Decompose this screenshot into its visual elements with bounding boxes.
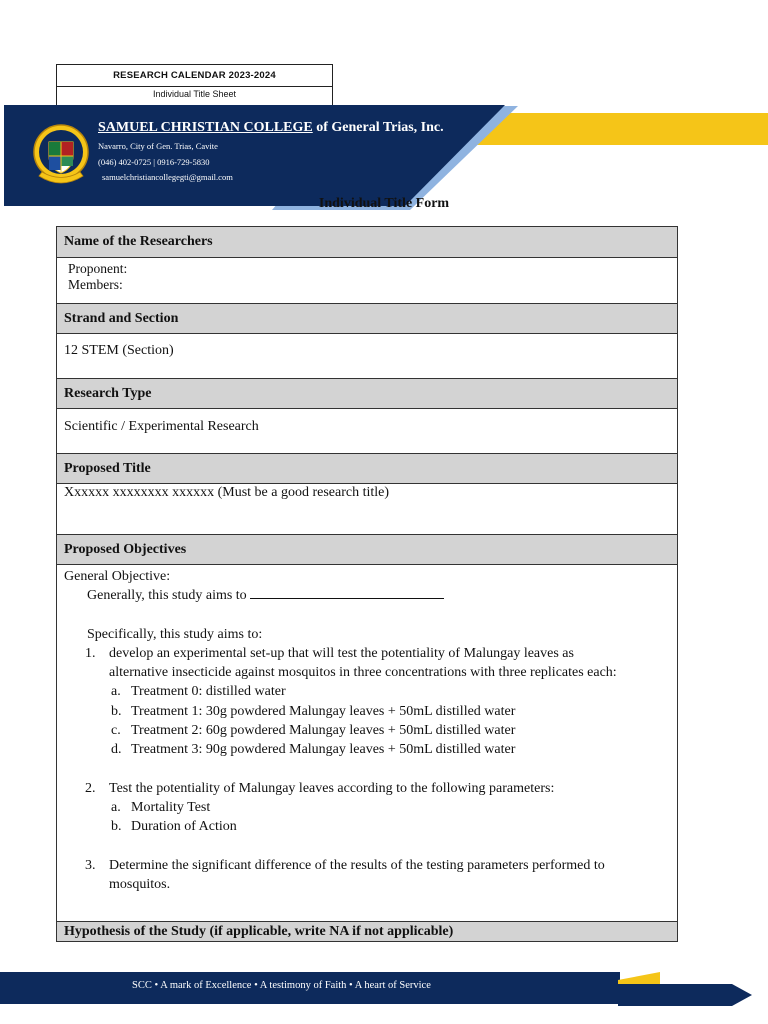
hypothesis-header: Hypothesis of the Study (if applicable, write NA if not applicable) — [57, 922, 677, 941]
college-contact-info — [98, 139, 233, 186]
treatment-item — [64, 740, 670, 759]
proposed-title-header: Proposed Title — [57, 454, 677, 484]
strand-field[interactable]: 12 STEM (Section) — [57, 334, 677, 379]
footer-gold-accent — [618, 972, 660, 984]
college-seal-icon — [33, 120, 89, 190]
treatment-letter: a. — [111, 684, 121, 700]
general-objective-text — [64, 586, 670, 605]
specific-objectives-intro: Specifically, this study aims to: — [87, 626, 263, 642]
objective-item — [64, 644, 670, 683]
treatment-text: Treatment 1: 30g powdered Malungay leaves + 50mL distilled water — [131, 703, 516, 719]
calendar-subtitle: Individual Title Sheet — [152, 89, 237, 99]
general-objective-sentence: Generally, this study aims to — [87, 588, 247, 604]
objective-text-line: develop an experimental set-up that will test the potentiality of Malungay leaves as — [109, 645, 574, 661]
objective-item — [64, 856, 670, 895]
research-type-field[interactable]: Scientific / Experimental Research — [57, 409, 677, 454]
college-name-main: SAMUEL CHRISTIAN COLLEGE — [98, 120, 313, 135]
title-form-table — [56, 226, 678, 942]
objective-number: 3. — [85, 857, 96, 873]
parameter-text: Mortality Test — [131, 799, 211, 815]
treatment-item — [64, 702, 670, 721]
objective-text-line: alternative insecticide against mosquitos in three concentrations with three replicates each: — [109, 665, 617, 681]
treatment-item — [64, 682, 670, 701]
parameter-item — [64, 817, 670, 836]
treatment-item — [64, 721, 670, 740]
proponent-label: Proponent: — [68, 261, 128, 276]
college-address: Navarro, City of Gen. Trias, Cavite — [98, 141, 218, 151]
objective-text-line: Determine the significant difference of the results of the testing parameters performed to — [109, 857, 605, 873]
treatment-text: Treatment 2: 60g powdered Malungay leaves + 50mL distilled water — [131, 723, 516, 739]
treatment-text: Treatment 0: distilled water — [131, 684, 286, 700]
objective-number: 2. — [85, 780, 96, 796]
parameter-item — [64, 798, 670, 817]
footer-motto: SCC • A mark of Excellence • A testimony of Faith • A heart of Service — [132, 980, 431, 991]
parameter-letter: a. — [111, 799, 121, 815]
objectives-field[interactable] — [57, 565, 677, 922]
researchers-field[interactable] — [57, 258, 677, 304]
objective-item — [64, 779, 670, 798]
objective-number: 1. — [85, 645, 96, 661]
college-phone: (046) 402-0725 | 0916-729-5830 — [98, 156, 210, 167]
general-objective-blank[interactable] — [250, 587, 444, 599]
college-name — [98, 120, 444, 136]
parameter-letter: b. — [111, 819, 122, 835]
treatment-letter: c. — [111, 723, 121, 739]
proposed-title-field[interactable]: Xxxxxx xxxxxxxx xxxxxx (Must be a good research title) — [57, 484, 677, 535]
footer-arrow — [618, 984, 752, 1006]
strand-header: Strand and Section — [57, 304, 677, 334]
calendar-title: RESEARCH CALENDAR 2023-2024 — [57, 65, 332, 87]
objective-text-line: Test the potentiality of Malungay leaves according to the following parameters: — [109, 780, 555, 796]
objective-text-line: mosquitos. — [109, 876, 171, 892]
researchers-header: Name of the Researchers — [57, 227, 677, 258]
form-heading: Individual Title Form — [318, 196, 450, 211]
research-type-header: Research Type — [57, 379, 677, 409]
treatment-letter: d. — [111, 742, 122, 758]
treatment-text: Treatment 3: 90g powdered Malungay leaves + 50mL distilled water — [131, 742, 516, 758]
parameter-text: Duration of Action — [131, 819, 237, 835]
college-name-suffix: of General Trias, Inc. — [312, 120, 444, 135]
treatment-letter: b. — [111, 703, 122, 719]
members-label: Members: — [68, 277, 123, 292]
college-email: samuelchristiancollegegti@gmail.com — [102, 172, 233, 182]
general-objective-label: General Objective: — [64, 569, 171, 584]
objectives-header: Proposed Objectives — [57, 535, 677, 565]
